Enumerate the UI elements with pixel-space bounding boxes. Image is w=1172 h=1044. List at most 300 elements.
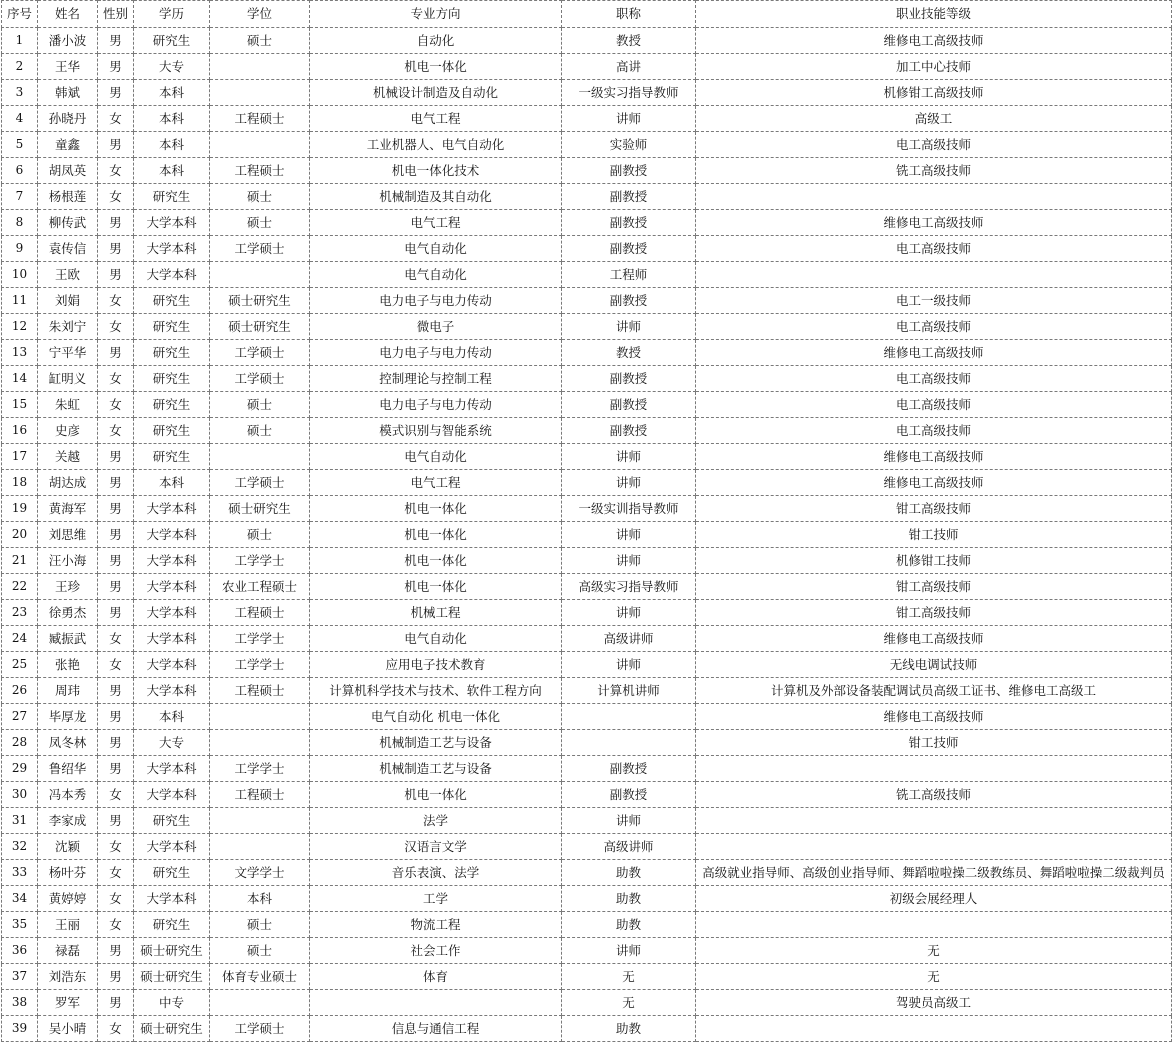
gender-cell: 男 (98, 678, 134, 704)
major-cell: 机械制造及其自动化 (310, 184, 562, 210)
title-cell: 副教授 (562, 236, 696, 262)
skill-level-cell: 加工中心技师 (696, 54, 1172, 80)
index-cell: 36 (2, 938, 38, 964)
title-cell: 讲师 (562, 548, 696, 574)
name-cell: 袁传信 (38, 236, 98, 262)
skill-level-cell: 机修钳工高级技师 (696, 80, 1172, 106)
table-row (2, 80, 1172, 106)
education-cell: 本科 (134, 80, 210, 106)
table-row (2, 834, 1172, 860)
education-cell: 研究生 (134, 28, 210, 54)
education-cell: 大学本科 (134, 626, 210, 652)
title-cell: 副教授 (562, 158, 696, 184)
gender-cell: 男 (98, 132, 134, 158)
education-cell: 研究生 (134, 860, 210, 886)
skill-level-cell: 钳工高级技师 (696, 496, 1172, 522)
major-cell: 自动化 (310, 28, 562, 54)
skill-level-cell: 维修电工高级技师 (696, 626, 1172, 652)
name-cell: 张艳 (38, 652, 98, 678)
education-cell: 本科 (134, 106, 210, 132)
skill-level-cell (696, 808, 1172, 834)
title-cell: 副教授 (562, 418, 696, 444)
header-row (2, 1, 1172, 28)
table-row (2, 912, 1172, 938)
index-cell: 24 (2, 626, 38, 652)
title-cell: 一级实习指导教师 (562, 80, 696, 106)
index-cell: 7 (2, 184, 38, 210)
skill-level-cell: 维修电工高级技师 (696, 470, 1172, 496)
name-cell: 汪小海 (38, 548, 98, 574)
degree-cell (210, 834, 310, 860)
name-cell: 韩斌 (38, 80, 98, 106)
table-row (2, 938, 1172, 964)
title-cell: 助教 (562, 886, 696, 912)
degree-cell: 硕士 (210, 392, 310, 418)
index-cell: 13 (2, 340, 38, 366)
gender-cell: 男 (98, 600, 134, 626)
education-cell: 研究生 (134, 184, 210, 210)
education-cell: 大学本科 (134, 886, 210, 912)
skill-level-cell: 电工高级技师 (696, 236, 1172, 262)
degree-cell: 农业工程硕士 (210, 574, 310, 600)
skill-level-cell: 维修电工高级技师 (696, 704, 1172, 730)
index-cell: 30 (2, 782, 38, 808)
index-cell: 6 (2, 158, 38, 184)
table-row (2, 288, 1172, 314)
title-cell: 副教授 (562, 210, 696, 236)
table-row (2, 704, 1172, 730)
index-cell: 27 (2, 704, 38, 730)
gender-cell: 男 (98, 574, 134, 600)
skill-level-cell: 机修钳工技师 (696, 548, 1172, 574)
degree-cell: 工学硕士 (210, 366, 310, 392)
skill-level-cell: 铣工高级技师 (696, 782, 1172, 808)
degree-cell (210, 80, 310, 106)
name-cell: 杨叶芬 (38, 860, 98, 886)
name-cell: 毕厚龙 (38, 704, 98, 730)
degree-cell: 硕士研究生 (210, 314, 310, 340)
gender-cell: 女 (98, 1016, 134, 1042)
header-degree: 学位 (210, 1, 310, 28)
education-cell: 研究生 (134, 912, 210, 938)
major-cell: 音乐表演、法学 (310, 860, 562, 886)
table-row (2, 990, 1172, 1016)
table-body (2, 28, 1172, 1042)
degree-cell: 工学学士 (210, 652, 310, 678)
major-cell: 体育 (310, 964, 562, 990)
gender-cell: 男 (98, 80, 134, 106)
index-cell: 19 (2, 496, 38, 522)
index-cell: 17 (2, 444, 38, 470)
name-cell: 史彦 (38, 418, 98, 444)
major-cell: 机械设计制造及自动化 (310, 80, 562, 106)
index-cell: 39 (2, 1016, 38, 1042)
title-cell: 高级讲师 (562, 834, 696, 860)
education-cell: 研究生 (134, 366, 210, 392)
skill-level-cell: 维修电工高级技师 (696, 444, 1172, 470)
gender-cell: 男 (98, 964, 134, 990)
major-cell: 控制理论与控制工程 (310, 366, 562, 392)
degree-cell: 工学学士 (210, 548, 310, 574)
skill-level-cell: 高级工 (696, 106, 1172, 132)
skill-level-cell: 驾驶员高级工 (696, 990, 1172, 1016)
name-cell: 刘娟 (38, 288, 98, 314)
skill-level-cell: 钳工高级技师 (696, 574, 1172, 600)
gender-cell: 女 (98, 886, 134, 912)
table-row (2, 600, 1172, 626)
degree-cell: 工程硕士 (210, 600, 310, 626)
header-name: 姓名 (38, 1, 98, 28)
degree-cell: 工学学士 (210, 626, 310, 652)
skill-level-cell: 电工高级技师 (696, 392, 1172, 418)
title-cell: 计算机讲师 (562, 678, 696, 704)
skill-level-cell: 维修电工高级技师 (696, 340, 1172, 366)
title-cell: 副教授 (562, 288, 696, 314)
degree-cell: 工学硕士 (210, 1016, 310, 1042)
name-cell: 黄海军 (38, 496, 98, 522)
skill-level-cell: 钳工高级技师 (696, 600, 1172, 626)
title-cell: 高级讲师 (562, 626, 696, 652)
gender-cell: 男 (98, 210, 134, 236)
table-row (2, 262, 1172, 288)
degree-cell: 硕士研究生 (210, 288, 310, 314)
index-cell: 3 (2, 80, 38, 106)
degree-cell: 硕士 (210, 912, 310, 938)
degree-cell: 工程硕士 (210, 106, 310, 132)
skill-level-cell: 无线电调试技师 (696, 652, 1172, 678)
major-cell: 汉语言文学 (310, 834, 562, 860)
major-cell: 电力电子与电力传动 (310, 340, 562, 366)
name-cell: 臧振武 (38, 626, 98, 652)
gender-cell: 女 (98, 158, 134, 184)
education-cell: 大学本科 (134, 678, 210, 704)
table-row (2, 496, 1172, 522)
name-cell: 刘浩东 (38, 964, 98, 990)
gender-cell: 女 (98, 782, 134, 808)
major-cell: 工学 (310, 886, 562, 912)
degree-cell (210, 808, 310, 834)
education-cell: 大学本科 (134, 782, 210, 808)
major-cell: 电气自动化 机电一体化 (310, 704, 562, 730)
table-row (2, 522, 1172, 548)
table-row (2, 444, 1172, 470)
header-major: 专业方向 (310, 1, 562, 28)
title-cell: 副教授 (562, 392, 696, 418)
table-row (2, 366, 1172, 392)
table-row (2, 210, 1172, 236)
skill-level-cell (696, 912, 1172, 938)
gender-cell: 男 (98, 470, 134, 496)
title-cell: 讲师 (562, 470, 696, 496)
title-cell: 副教授 (562, 184, 696, 210)
education-cell: 中专 (134, 990, 210, 1016)
title-cell: 高级实习指导教师 (562, 574, 696, 600)
degree-cell (210, 704, 310, 730)
name-cell: 朱刘宁 (38, 314, 98, 340)
skill-level-cell: 无 (696, 964, 1172, 990)
index-cell: 9 (2, 236, 38, 262)
major-cell: 机电一体化技术 (310, 158, 562, 184)
gender-cell: 男 (98, 340, 134, 366)
header-skill-level: 职业技能等级 (696, 1, 1172, 28)
name-cell: 王丽 (38, 912, 98, 938)
name-cell: 沈颖 (38, 834, 98, 860)
degree-cell: 工程硕士 (210, 678, 310, 704)
name-cell: 孙晓丹 (38, 106, 98, 132)
title-cell: 一级实训指导教师 (562, 496, 696, 522)
degree-cell: 文学学士 (210, 860, 310, 886)
table-row (2, 964, 1172, 990)
index-cell: 14 (2, 366, 38, 392)
name-cell: 宁平华 (38, 340, 98, 366)
title-cell: 副教授 (562, 366, 696, 392)
gender-cell: 女 (98, 184, 134, 210)
index-cell: 25 (2, 652, 38, 678)
skill-level-cell: 电工高级技师 (696, 132, 1172, 158)
education-cell: 本科 (134, 132, 210, 158)
name-cell: 罗军 (38, 990, 98, 1016)
index-cell: 1 (2, 28, 38, 54)
education-cell: 研究生 (134, 392, 210, 418)
name-cell: 鲁绍华 (38, 756, 98, 782)
table-row (2, 574, 1172, 600)
index-cell: 11 (2, 288, 38, 314)
degree-cell (210, 132, 310, 158)
index-cell: 38 (2, 990, 38, 1016)
education-cell: 大专 (134, 54, 210, 80)
gender-cell: 男 (98, 444, 134, 470)
degree-cell: 体育专业硕士 (210, 964, 310, 990)
skill-level-cell (696, 262, 1172, 288)
table-row (2, 340, 1172, 366)
degree-cell: 硕士研究生 (210, 496, 310, 522)
gender-cell: 男 (98, 938, 134, 964)
name-cell: 胡达成 (38, 470, 98, 496)
title-cell: 教授 (562, 340, 696, 366)
gender-cell: 女 (98, 392, 134, 418)
degree-cell: 工学硕士 (210, 470, 310, 496)
major-cell: 应用电子技术教育 (310, 652, 562, 678)
skill-level-cell: 维修电工高级技师 (696, 210, 1172, 236)
header-index: 序号 (2, 1, 38, 28)
table-row (2, 678, 1172, 704)
table-row (2, 756, 1172, 782)
education-cell: 大学本科 (134, 574, 210, 600)
degree-cell (210, 444, 310, 470)
title-cell: 副教授 (562, 756, 696, 782)
index-cell: 26 (2, 678, 38, 704)
education-cell: 本科 (134, 470, 210, 496)
skill-level-cell (696, 1016, 1172, 1042)
degree-cell (210, 730, 310, 756)
degree-cell: 硕士 (210, 522, 310, 548)
title-cell: 教授 (562, 28, 696, 54)
gender-cell: 男 (98, 262, 134, 288)
title-cell (562, 704, 696, 730)
gender-cell: 女 (98, 834, 134, 860)
gender-cell: 女 (98, 314, 134, 340)
skill-level-cell (696, 756, 1172, 782)
skill-level-cell: 电工一级技师 (696, 288, 1172, 314)
table-row (2, 730, 1172, 756)
gender-cell: 男 (98, 548, 134, 574)
major-cell: 电气工程 (310, 106, 562, 132)
title-cell: 助教 (562, 1016, 696, 1042)
title-cell: 工程师 (562, 262, 696, 288)
header-title: 职称 (562, 1, 696, 28)
degree-cell: 硕士 (210, 938, 310, 964)
gender-cell: 男 (98, 54, 134, 80)
skill-level-cell: 铣工高级技师 (696, 158, 1172, 184)
skill-level-cell: 电工高级技师 (696, 314, 1172, 340)
gender-cell: 女 (98, 288, 134, 314)
education-cell: 大学本科 (134, 262, 210, 288)
skill-level-cell (696, 184, 1172, 210)
skill-level-cell: 初级会展经理人 (696, 886, 1172, 912)
gender-cell: 男 (98, 990, 134, 1016)
table-row (2, 652, 1172, 678)
name-cell: 王珍 (38, 574, 98, 600)
index-cell: 5 (2, 132, 38, 158)
degree-cell: 硕士 (210, 418, 310, 444)
table-row (2, 886, 1172, 912)
title-cell: 助教 (562, 912, 696, 938)
index-cell: 18 (2, 470, 38, 496)
index-cell: 33 (2, 860, 38, 886)
name-cell: 童鑫 (38, 132, 98, 158)
major-cell: 信息与通信工程 (310, 1016, 562, 1042)
index-cell: 12 (2, 314, 38, 340)
table-row (2, 54, 1172, 80)
title-cell: 讲师 (562, 652, 696, 678)
major-cell: 机电一体化 (310, 54, 562, 80)
index-cell: 2 (2, 54, 38, 80)
name-cell: 柳传武 (38, 210, 98, 236)
index-cell: 4 (2, 106, 38, 132)
skill-level-cell: 计算机及外部设备装配调试员高级工证书、维修电工高级工 (696, 678, 1172, 704)
education-cell: 大学本科 (134, 210, 210, 236)
title-cell: 无 (562, 964, 696, 990)
skill-level-cell: 维修电工高级技师 (696, 28, 1172, 54)
education-cell: 研究生 (134, 418, 210, 444)
skill-level-cell: 电工高级技师 (696, 366, 1172, 392)
gender-cell: 男 (98, 522, 134, 548)
education-cell: 大学本科 (134, 756, 210, 782)
major-cell: 电气自动化 (310, 444, 562, 470)
education-cell: 硕士研究生 (134, 1016, 210, 1042)
degree-cell (210, 54, 310, 80)
major-cell: 法学 (310, 808, 562, 834)
major-cell: 电气自动化 (310, 236, 562, 262)
degree-cell (210, 262, 310, 288)
major-cell: 电气工程 (310, 470, 562, 496)
education-cell: 硕士研究生 (134, 964, 210, 990)
title-cell: 讲师 (562, 314, 696, 340)
table-row (2, 132, 1172, 158)
major-cell: 电力电子与电力传动 (310, 288, 562, 314)
title-cell: 讲师 (562, 600, 696, 626)
table-row (2, 470, 1172, 496)
degree-cell: 本科 (210, 886, 310, 912)
name-cell: 王华 (38, 54, 98, 80)
name-cell: 徐勇杰 (38, 600, 98, 626)
index-cell: 37 (2, 964, 38, 990)
title-cell: 高讲 (562, 54, 696, 80)
index-cell: 35 (2, 912, 38, 938)
name-cell: 朱虹 (38, 392, 98, 418)
title-cell: 讲师 (562, 808, 696, 834)
gender-cell: 男 (98, 808, 134, 834)
degree-cell: 硕士 (210, 184, 310, 210)
major-cell (310, 990, 562, 1016)
name-cell: 王欧 (38, 262, 98, 288)
major-cell: 机电一体化 (310, 548, 562, 574)
major-cell: 机械制造工艺与设备 (310, 756, 562, 782)
header-education: 学历 (134, 1, 210, 28)
education-cell: 研究生 (134, 808, 210, 834)
title-cell: 讲师 (562, 938, 696, 964)
name-cell: 周玮 (38, 678, 98, 704)
table-row (2, 158, 1172, 184)
major-cell: 机电一体化 (310, 574, 562, 600)
gender-cell: 男 (98, 28, 134, 54)
major-cell: 机械工程 (310, 600, 562, 626)
title-cell: 讲师 (562, 106, 696, 132)
name-cell: 潘小波 (38, 28, 98, 54)
table-row (2, 626, 1172, 652)
name-cell: 胡凤英 (38, 158, 98, 184)
header-gender: 性别 (98, 1, 134, 28)
major-cell: 电力电子与电力传动 (310, 392, 562, 418)
degree-cell: 工学学士 (210, 756, 310, 782)
major-cell: 计算机科学技术与技术、软件工程方向 (310, 678, 562, 704)
major-cell: 电气自动化 (310, 262, 562, 288)
name-cell: 吴小晴 (38, 1016, 98, 1042)
education-cell: 大学本科 (134, 522, 210, 548)
education-cell: 研究生 (134, 444, 210, 470)
degree-cell: 工程硕士 (210, 782, 310, 808)
education-cell: 大专 (134, 730, 210, 756)
major-cell: 机电一体化 (310, 496, 562, 522)
degree-cell: 工学硕士 (210, 236, 310, 262)
education-cell: 大学本科 (134, 236, 210, 262)
index-cell: 34 (2, 886, 38, 912)
education-cell: 本科 (134, 704, 210, 730)
table-row (2, 392, 1172, 418)
major-cell: 机电一体化 (310, 782, 562, 808)
education-cell: 研究生 (134, 314, 210, 340)
staff-table (1, 0, 1172, 1042)
name-cell: 冯本秀 (38, 782, 98, 808)
gender-cell: 女 (98, 366, 134, 392)
gender-cell: 女 (98, 652, 134, 678)
major-cell: 机械制造工艺与设备 (310, 730, 562, 756)
table-row (2, 28, 1172, 54)
major-cell: 机电一体化 (310, 522, 562, 548)
table-row (2, 106, 1172, 132)
table-row (2, 860, 1172, 886)
name-cell: 缸明义 (38, 366, 98, 392)
gender-cell: 男 (98, 236, 134, 262)
major-cell: 电气自动化 (310, 626, 562, 652)
major-cell: 社会工作 (310, 938, 562, 964)
index-cell: 8 (2, 210, 38, 236)
skill-level-cell (696, 834, 1172, 860)
education-cell: 研究生 (134, 340, 210, 366)
title-cell: 无 (562, 990, 696, 1016)
table-row (2, 1016, 1172, 1042)
table-row (2, 184, 1172, 210)
